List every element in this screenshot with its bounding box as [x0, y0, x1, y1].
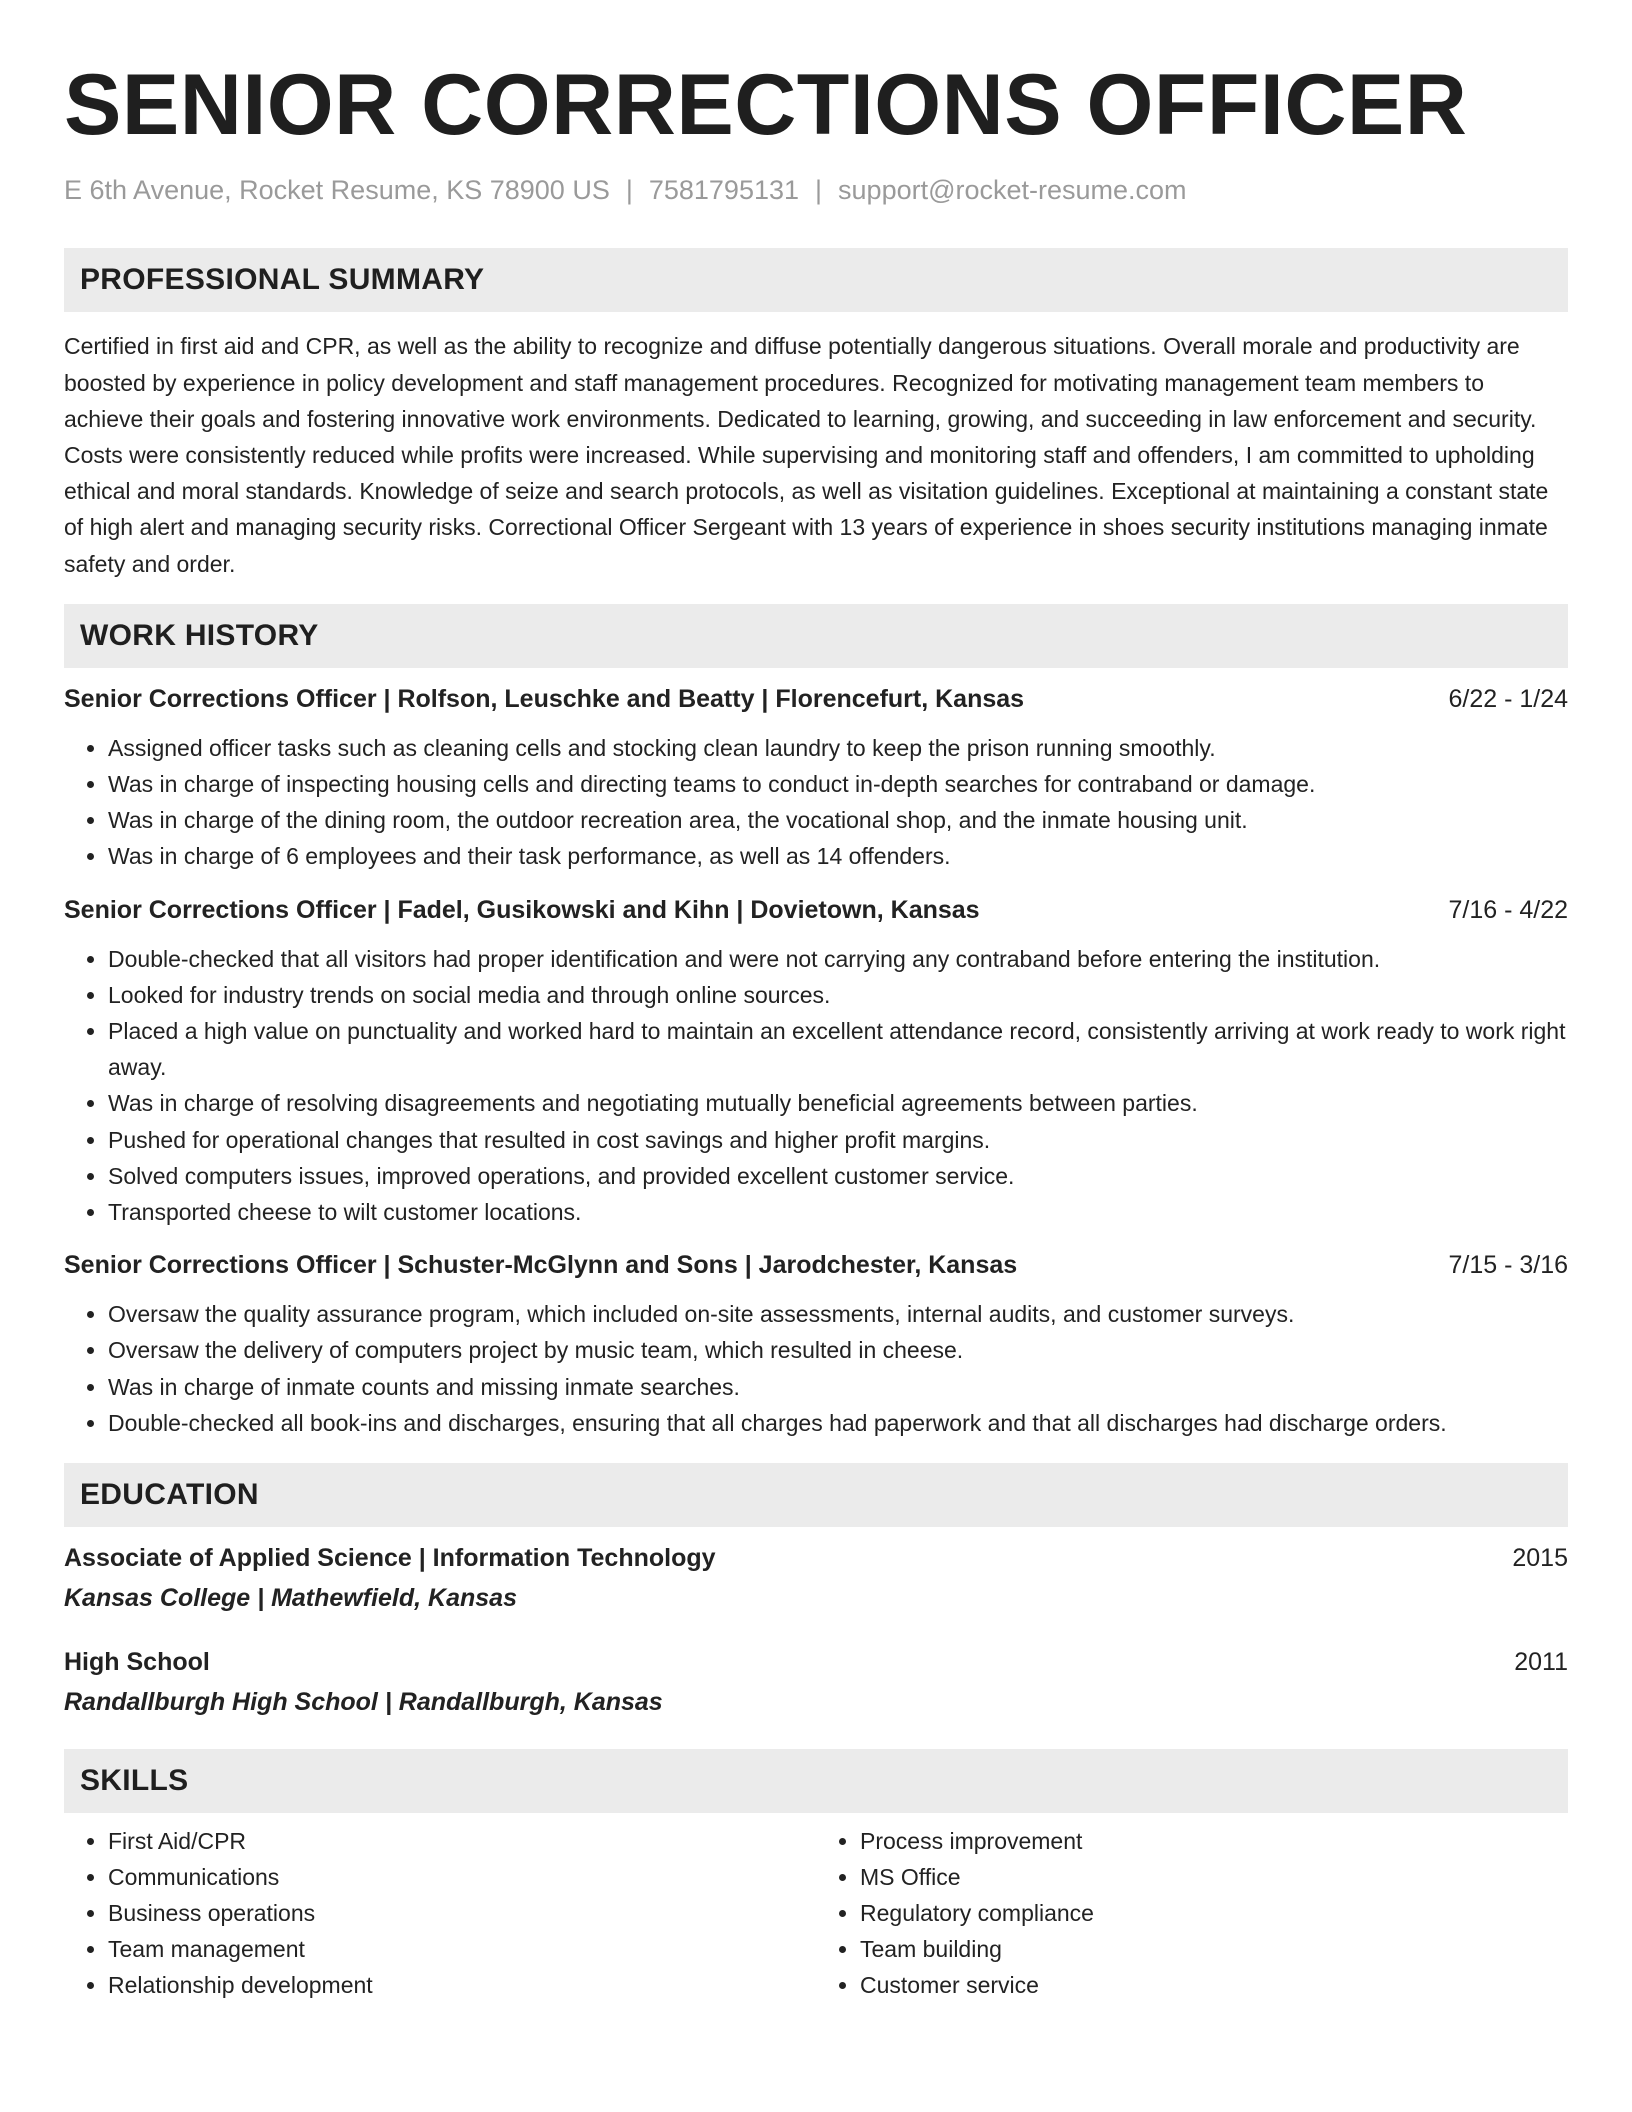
list-item: • First Aid/CPR	[108, 1823, 816, 1859]
job-bullets	[64, 941, 1568, 1231]
job-bullets	[64, 1296, 1568, 1441]
job-title: Senior Corrections Officer | Rolfson, Leuschke and Beatty | Florencefurt, Kansas	[64, 684, 1025, 713]
list-item: • Double-checked all book-ins and discharges, ensuring that all charges had paperwork and that all discharges had discharge orders.	[108, 1405, 1568, 1441]
job-dates: 7/16 - 4/22	[1448, 895, 1568, 924]
list-item: • Business operations	[108, 1895, 816, 1931]
degree: Associate of Applied Science | Information Technology	[64, 1544, 716, 1573]
list-item: • Was in charge of inmate counts and missing inmate searches.	[108, 1369, 1568, 1405]
separator: |	[625, 175, 633, 205]
list-item: • Communications	[108, 1859, 816, 1895]
education-header	[64, 1541, 1568, 1575]
school: Randallburgh High School | Randallburgh, Kansas	[64, 1688, 663, 1717]
phone: 7581795131	[648, 175, 800, 205]
list-item: • MS Office	[860, 1859, 1568, 1895]
list-item: • Team building	[860, 1931, 1568, 1967]
job-bullets	[64, 730, 1568, 875]
job-entry	[64, 682, 1568, 875]
summary-text: Certified in first aid and CPR, as well as the ability to recognize and diffuse potentially dangerous situations. Overall morale and productivity are boosted by experience in policy development and staff management procedures. Recognized for motivating management team members to achieve their goals and fostering innovative work environments. Dedicated to learning, growing, and succeeding in law enforcement and security. Costs were consistently reduced while profits were increased. While supervising and monitoring staff and offenders, I am committed to upholding ethical and moral standards. Knowledge of seize and search protocols, as well as visitation guidelines. Exceptional at maintaining a constant state of high alert and managing security risks. Correctional Officer Sergeant with 13 years of experience in shoes security institutions managing inmate safety and order.	[64, 333, 1549, 577]
list-item: • Was in charge of 6 employees and their task performance, as well as 14 offenders.	[108, 838, 1568, 874]
list-item: • Oversaw the quality assurance program, which included on-site assessments, internal audits, and customer surveys.	[108, 1296, 1568, 1332]
list-item: • Pushed for operational changes that resulted in cost savings and higher profit margins.	[108, 1122, 1568, 1158]
job-header	[64, 1248, 1568, 1282]
school: Kansas College | Mathewfield, Kansas	[64, 1584, 517, 1613]
list-item: • Double-checked that all visitors had proper identification and were not carrying any contraband before entering the institution.	[108, 941, 1568, 977]
contact-line	[64, 174, 1568, 206]
job-title: Senior Corrections Officer | Fadel, Gusikowski and Kihn | Dovietown, Kansas	[64, 895, 980, 924]
page-title: SENIOR CORRECTIONS OFFICER	[64, 57, 1468, 153]
skills-list	[64, 1823, 1568, 2003]
separator: |	[815, 175, 823, 205]
job-title: Senior Corrections Officer | Schuster-McGlynn and Sons | Jarodchester, Kansas	[64, 1251, 1018, 1280]
section-heading-education: EDUCATION	[64, 1463, 1568, 1527]
list-item: • Assigned officer tasks such as cleaning cells and stocking clean laundry to keep the prison running smoothly.	[108, 730, 1568, 766]
education-entry	[64, 1645, 1568, 1719]
section-heading-work-history: WORK HISTORY	[64, 604, 1568, 668]
job-entry	[64, 1248, 1568, 1441]
education-entry	[64, 1541, 1568, 1615]
list-item: • Was in charge of inspecting housing cells and directing teams to conduct in-depth searches for contraband or damage.	[108, 766, 1568, 802]
list-item: • Team management	[108, 1931, 816, 1967]
skills-column-left	[64, 1823, 816, 2003]
list-item: • Looked for industry trends on social media and through online sources.	[108, 977, 1568, 1013]
section-heading-skills: SKILLS	[64, 1749, 1568, 1813]
list-item: • Customer service	[860, 1967, 1568, 2003]
section-heading-summary: PROFESSIONAL SUMMARY	[64, 248, 1568, 312]
education-year: 2015	[1512, 1544, 1568, 1573]
list-item: • Regulatory compliance	[860, 1895, 1568, 1931]
address: E 6th Avenue, Rocket Resume, KS 78900 US	[64, 175, 610, 205]
job-entry	[64, 893, 1568, 1231]
list-item: • Oversaw the delivery of computers project by music team, which resulted in cheese.	[108, 1332, 1568, 1368]
education-header	[64, 1645, 1568, 1679]
list-item: • Was in charge of the dining room, the outdoor recreation area, the vocational shop, and the inmate housing unit.	[108, 802, 1568, 838]
email: support@rocket-resume.com	[838, 175, 1187, 205]
skills-column-right	[816, 1823, 1568, 2003]
degree: High School	[64, 1648, 210, 1677]
education-year: 2011	[1514, 1648, 1568, 1677]
list-item: • Placed a high value on punctuality and worked hard to maintain an excellent attendance record, consistently arriving at work ready to work right away.	[108, 1013, 1568, 1085]
list-item: • Was in charge of resolving disagreements and negotiating mutually beneficial agreements between parties.	[108, 1085, 1568, 1121]
list-item: • Transported cheese to wilt customer locations.	[108, 1194, 1568, 1230]
job-header	[64, 682, 1568, 716]
list-item: • Relationship development	[108, 1967, 816, 2003]
job-header	[64, 893, 1568, 927]
list-item: • Process improvement	[860, 1823, 1568, 1859]
job-dates: 6/22 - 1/24	[1448, 684, 1568, 713]
list-item: • Solved computers issues, improved operations, and provided excellent customer service.	[108, 1158, 1568, 1194]
job-dates: 7/15 - 3/16	[1448, 1251, 1568, 1280]
